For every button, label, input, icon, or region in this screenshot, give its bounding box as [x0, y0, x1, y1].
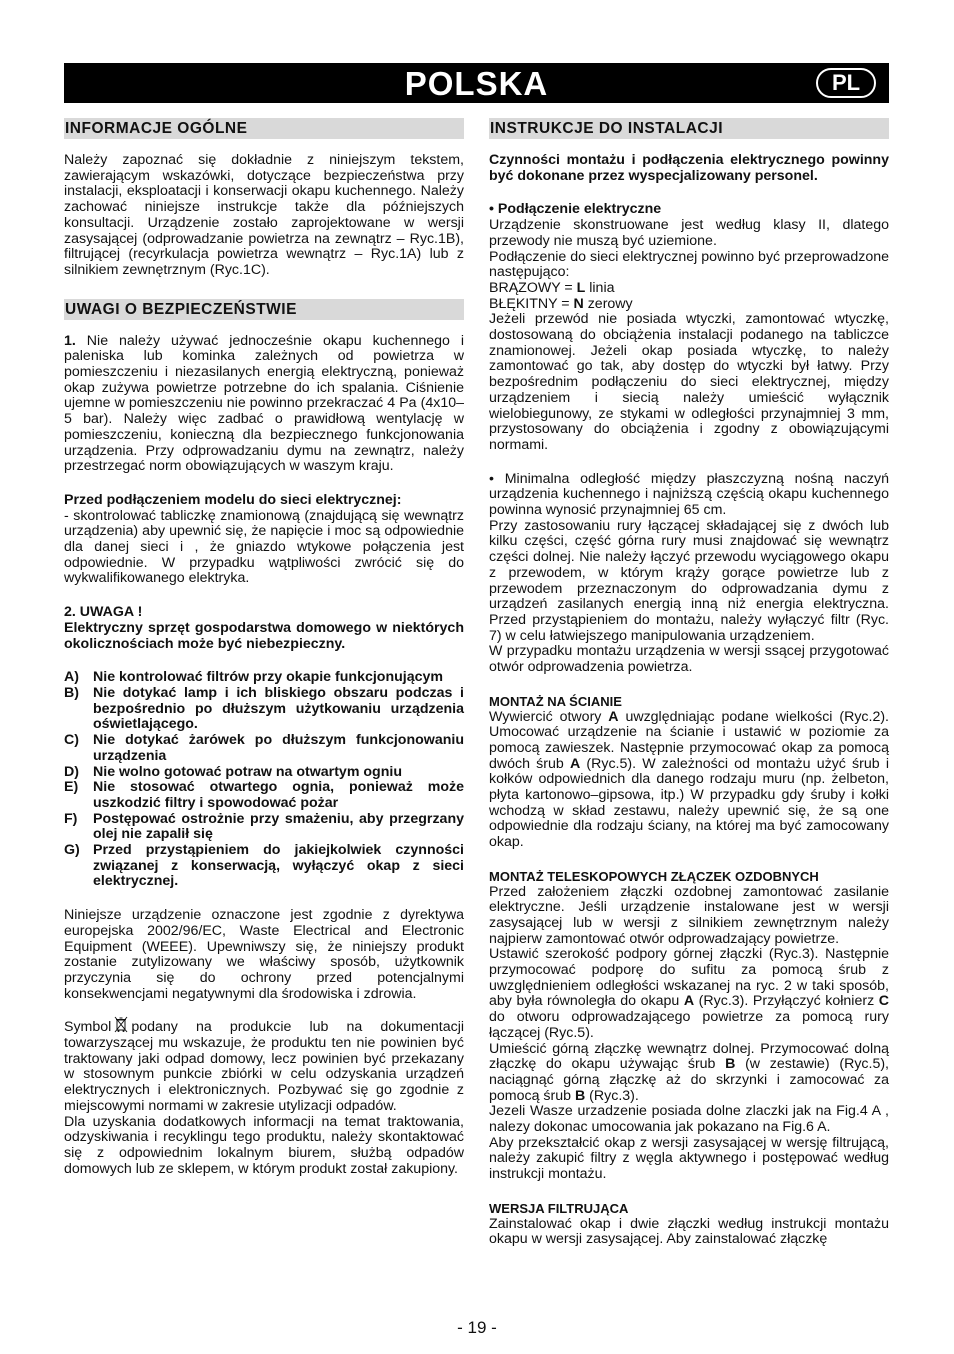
page-number: - 19 -: [457, 1318, 497, 1337]
wall-ref-a1: A: [608, 708, 619, 725]
wire-brown-letter: L: [576, 279, 586, 296]
warning-item-text: Nie dotykać żarówek po dłuższym funkcjonowaniu urządzenia: [93, 732, 464, 764]
distance-paragraph-1: • Minimalna odległość między płaszczyzną nośną naczyń urządzenia kuchennego i najniższą częścią okapu kuchennego powinna wynosić przynajmniej 65 cm.: [489, 470, 889, 519]
tele3-text-b: (w zestawie) (Ryc.5), naciągnąć górną złączkę aż do skrzynki i zamocować za pomocą śrub: [489, 1056, 890, 1104]
warning-item-letter: A): [64, 669, 79, 686]
warning-item-text: Nie dotykać lamp i ich bliskiego obszaru podczas i bezpośrednio po dłuższym użytkowaniu urządzenia oświetlającego.: [93, 684, 464, 733]
warning-item: [64, 765, 464, 781]
warning-item: [64, 843, 464, 890]
warning-item: [64, 670, 464, 686]
safety-number-1: 1.: [64, 332, 76, 349]
wall-mount-heading: MONTAŻ NA ŚCIANIE: [489, 693, 622, 709]
warning-item: [64, 733, 464, 764]
warning-text: Elektryczny sprzęt gospodarstwa domowego w niektórych okolicznościach może być niebezpieczny.: [64, 619, 464, 652]
wall-text-c: (Ryc.5). W zależności od montażu użyć śrub i kołków odpowiednich dla danego rodzaju muru (np. żelbeton, płyta kartonowo–gipsowa, itp.) W przypadku gdy śruby i kołki wchodzą w skład zestawu, należy upewnić się, że są one odpowiednie dla rodzaju ściany, na której ma być zamocowany okap.: [489, 755, 889, 851]
warning-item-text: Przed przystąpieniem do jakiejkolwiek czynności związanej z konserwacją, wyłączyć okap z sieci elektrycznej.: [93, 842, 464, 890]
telescopic-heading: MONTAŻ TELESKOPOWYCH ZŁĄCZEK OZDOBNYCH: [489, 868, 819, 884]
electrical-paragraph-3: Jeżeli przewód nie posiada wtyczki, zamontować wtyczkę, dostosowaną do obciążenia instalacji podanego na tabliczce znamionowej. Jeżeli okap posiada wtyczkę, to należy zamontować go tak, aby dostęp do wtyczki był łatwy. Przy bezpośrednim podłączeniu do sieci elektrycznej, między urządzeniem i siecią należy umieścić wyłącznik wielobiegunowy, ze stykami w odległości przynajmniej 3 mm, przystosowany do obciążenia i zgodny z obowiązującymi normami.: [489, 311, 889, 453]
weee-paragraph-1: Niniejsze urządzenie oznaczone jest zgodnie z dyrektywa europejska 2002/96/EC, Waste Electrical and Electronic Equipment (WEEE). Upewniwszy się, że niniejszy produkt zostanie zutylizowany we właściwy sposób, użytkownik przyczynia się do ochrony przed potencjalnymi konsekwencjami negatywnymi dla środowiska i zdrowia.: [64, 907, 464, 1002]
general-info-paragraph: Należy zapoznać się dokładnie z niniejszym tekstem, zawierającym wskazówki, dotyczące bezpieczeństwa przy instalacji, eksploatacji i konserwacji okapu kuchennego. Należy zachować niniejsze instrukcje także dla późniejszych konsultacji. Urządzenie zostało zaprojektowane w wersji zasysającej (odprowadzanie powietrza na zewnątrz – Ryc.1B), filtrującej (recyrkulacja powietrza wewnątrz – Ryc.1A) lub z silnikiem zewnętrznym (Ryc.1C).: [64, 152, 464, 278]
wire-blue-desc: zerowy: [583, 295, 633, 312]
safety-paragraph-1: [64, 334, 464, 475]
warning-item: [64, 780, 464, 811]
electrical-paragraph-2: Podłączenie do sieci elektrycznej powinno być przeprowadzone następująco:: [489, 248, 889, 281]
crossed-out-bin-icon: [114, 1016, 128, 1033]
tele3-ref-b1: B: [725, 1056, 736, 1073]
filter-version-paragraph: Zainstalować okap i dwie złączki według instrukcji montażu okapu w wersji zasysającej. Aby zainstalować złączkę: [489, 1215, 889, 1248]
warning-item-text: Nie kontrolować filtrów przy okapie funkcjonującym: [93, 669, 444, 686]
warning-item-letter: D): [64, 763, 79, 780]
warning-label: 2. UWAGA !: [64, 604, 143, 621]
tele-ref-c: C: [878, 993, 889, 1010]
warning-item: [64, 686, 464, 733]
electrical-paragraph-1: Urządzenie skonstruowane jest według klasy II, dlatego przewody nie muszą być uziemione.: [489, 217, 889, 249]
tele-text-c: do otworu odprowadzającego powietrze za pomocą rury łączącej (Ryc.5).: [489, 1009, 889, 1041]
wire-brown-label: BRĄZOWY =: [489, 279, 577, 296]
banner-title: POLSKA: [404, 65, 549, 102]
warning-item-letter: B): [64, 684, 79, 701]
tele-text-a: Ustawić szerokość podpory górnej złączki (Ryc.3). Następnie przymocować podporę do sufitu za pomocą śrub z uwzględnieniem odległości wskazanej na ryc. 2 w taki sposób, aby była równoległa do okapu: [489, 946, 889, 1010]
right-column: [489, 118, 889, 1248]
distance-paragraph-2: Przy zastosowaniu rury łączącej składającej się z dwóch lub kilku części, część górna rury musi znajdować się wewnątrz części dolnej. Nie należy łączyć przewodu wyciągowego okapu z przewodem, w którym krąży gorące powietrze lub z przewodem przeznaczonym do odprowadzania dymu z urządzeń zasilanych energią inną niż energia elektryczna. Przed przystąpieniem do montażu, należy wyłączyć filtr (Ryc. 7) w celu łatwiejszego manipulowania urządzeniem.: [489, 517, 889, 644]
wire-blue-letter: N: [573, 295, 584, 312]
weee-paragraph-3: Dla uzyskania dodatkowych informacji na temat traktowania, odzyskiwania i recyklingu tego produktu, należy skontaktować się z odpowiednim lokalnym biurem, służbą odpadów domowych lub ze sklepem, w którym produkt został zakupiony.: [64, 1113, 464, 1177]
telescopic-paragraph-1: Przed założeniem złączki ozdobnej zamontować zasilanie elektryczne. Jeśli urządzenie instalowane jest w wersji zasysającej lub w wersji z silnikiem zewnętrznym należy najpierw zamontować otwór odprowadzający powietrze.: [489, 883, 889, 947]
connection-heading: Przed podłączeniem modelu do sieci elektrycznej:: [64, 491, 402, 508]
weee-symbol-prefix: Symbol: [64, 1019, 112, 1036]
warning-item-text: Nie wolno gotować potraw na otwartym ogniu: [93, 763, 402, 780]
safety-text-1: Nie należy używać jednocześnie okapu kuchennego i paleniska lub kominka zależnych od powietrza w pomieszczeniu i niezasilanych energią elektryczną, ponieważ okap zużywa powietrze potrzebne do ich spalania. Ciśnienie ujemne w pomieszczeniu nie powinno przekraczać 4 Pa (4x10–5 bar). Należy więc zadbać o prawidłową wentylację w pomieszczeniu, konieczną dla bezpiecznego funkcjonowania urządzenia. Przy odprowadzaniu dymu na zewnątrz, należy przestrzegać norm obowiązujących w waszym kraju.: [64, 332, 464, 475]
left-column: [64, 118, 464, 1177]
tele-text-b: (Ryc.3). Przyłączyć kołnierz: [694, 993, 879, 1010]
section-heading-general-info: INFORMACJE OGÓLNE: [64, 118, 464, 139]
telescopic-paragraph-5: Aby przekształcić okap z wersji zasysającej w wersję filtrującą, należy zakupić filtry z węgla aktywnego i postępować według instrukcji montażu.: [489, 1134, 889, 1183]
filter-version-heading: WERSJA FILTRUJĄCA: [489, 1200, 629, 1216]
warning-item-letter: E): [64, 779, 79, 796]
wall-text-a: Wywiercić otwory: [489, 708, 609, 725]
telescopic-paragraph-2: [489, 947, 889, 1041]
warning-list: [64, 670, 464, 890]
connection-paragraph: - skontrolować tabliczkę znamionową (znajdującą się wewnątrz urządzenia) aby upewnić się, że napięcie i moc są odpowiednie dla danej sieci i , że gniazdo wtykowe połączenia jest odpowiednie. W przypadku wątpliwości zwrócić się do wykwalifikowanego elektryka.: [64, 507, 464, 587]
wall-text-b: uwzględniając podane wielkości (Ryc.2). Umocować urządzenie na ścianie i ustawić w poziomie za pomocą zawieszek. Następnie przymocować okap za pomocą dwóch śrub: [489, 708, 890, 772]
tele-ref-a: A: [683, 993, 695, 1010]
wall-ref-a2: A: [569, 755, 581, 772]
distance-paragraph-3: W przypadku montażu urządzenia w wersji ssącej przygotować otwór odprowadzenia powietrza.: [489, 643, 889, 676]
section-heading-safety: UWAGI O BEZPIECZEŃSTWIE: [64, 299, 464, 320]
language-banner: [64, 63, 889, 103]
wire-brown: [489, 281, 889, 297]
telescopic-paragraph-3: [489, 1042, 889, 1105]
installation-intro: Czynności montażu i podłączenia elektrycznego powinny być dokonane przez wyspecjalizowany personel.: [489, 152, 889, 184]
warning-item-letter: G): [64, 842, 80, 859]
tele3-ref-b2: B: [574, 1087, 586, 1104]
tele3-text-a: Umieścić górną złączkę wewnątrz dolnej. Przymocować dolną złączkę do okapu używając śrub: [489, 1040, 889, 1073]
warning-item-text: Nie stosować otwartego ognia, ponieważ może uszkodzić filtry i spowodować pożar: [93, 779, 464, 811]
telescopic-paragraph-4: Jezeli Wasze urzadzenie posiada dolne zlaczki jak na Fig.4 A , nalezy dokonac umocowania jak pokazano na Fig.6 A.: [489, 1103, 889, 1136]
weee-paragraph-2: [64, 1016, 464, 1114]
electrical-heading: • Podłączenie elektryczne: [489, 201, 662, 218]
warning-item: [64, 812, 464, 843]
tele3-text-c: (Ryc.3).: [585, 1087, 639, 1104]
language-badge: PL: [816, 68, 876, 98]
weee-symbol-text: podany na produkcie lub na dokumentacji towarzyszącej mu wskazuje, że produktu ten nie powinien być traktowany jaki odpad domowy, lecz powinien być przekazany w stosownym punkcie zbiórki w celu odzyskania urządzeń elektrycznych i elektronicznych. Pozbywać się go zgodnie z miejscowymi normami w zakresie utylizacji odpadów.: [64, 1019, 464, 1114]
wall-mount-paragraph: [489, 710, 889, 851]
warning-item-text: Postępować ostrożnie przy smażeniu, aby przegrzany olej nie zapalił się: [93, 810, 464, 843]
wire-blue: [489, 297, 889, 313]
wire-brown-desc: linia: [585, 279, 615, 296]
warning-item-letter: C): [64, 732, 79, 749]
section-heading-installation: INSTRUKCJE DO INSTALACJI: [489, 118, 889, 139]
warning-item-letter: F): [64, 810, 78, 827]
wire-blue-label: BŁĘKITNY =: [489, 295, 574, 312]
